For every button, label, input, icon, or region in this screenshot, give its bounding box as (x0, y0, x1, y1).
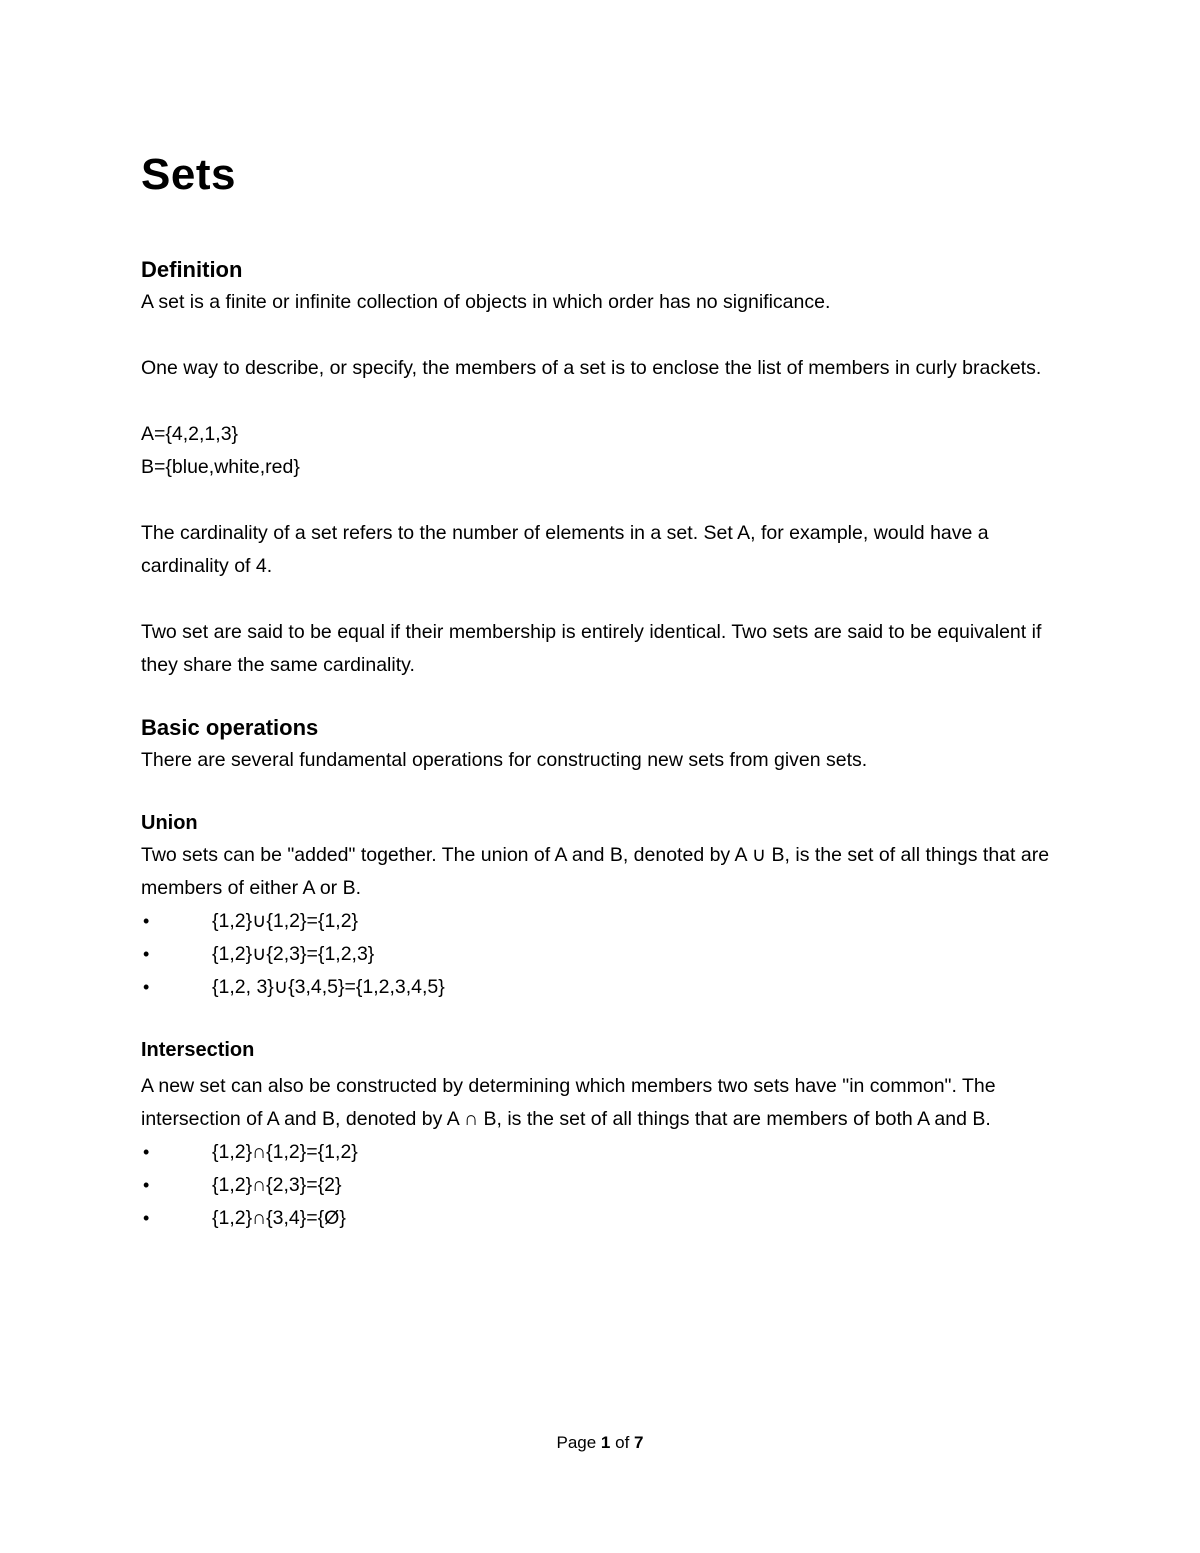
definition-paragraph: A set is a finite or infinite collection of objects in which order has no significance. (141, 291, 831, 313)
example-set-b: B={blue,white,red} (141, 456, 300, 478)
bullet-icon: • (143, 911, 150, 931)
list-item: • {1,2}∩{2,3}={2} (141, 1169, 1061, 1202)
definition-heading: Definition (141, 257, 243, 282)
list-item: • {1,2}∪{1,2}={1,2} (141, 905, 1061, 938)
page-title: Sets (141, 150, 236, 199)
total-page-count: 7 (634, 1433, 644, 1452)
current-page-number: 1 (600, 1433, 611, 1452)
list-item: • {1,2}∩{3,4}={Ø} (141, 1202, 1061, 1235)
union-examples-list (141, 905, 1061, 1004)
cardinality-paragraph: The cardinality of a set refers to the number of elements in a set. Set A, for example, would have a cardinality of 4. (141, 522, 989, 577)
of-word: of (615, 1433, 630, 1452)
page-footer (0, 1430, 1200, 1456)
bullet-icon: • (143, 1142, 150, 1162)
intersection-heading: Intersection (141, 1039, 255, 1061)
curly-brackets-paragraph: One way to describe, or specify, the members of a set is to enclose the list of members in curly brackets. (141, 357, 1042, 379)
basic-operations-intro: There are several fundamental operations for constructing new sets from given sets. (141, 749, 868, 771)
intersection-examples-list (141, 1136, 1061, 1235)
bullet-icon: • (143, 977, 150, 997)
basic-operations-heading: Basic operations (141, 715, 319, 740)
list-item: • {1,2}∩{1,2}={1,2} (141, 1136, 1061, 1169)
list-item: • {1,2, 3}∪{3,4,5}={1,2,3,4,5} (141, 971, 1061, 1004)
list-item: • {1,2}∪{2,3}={1,2,3} (141, 938, 1061, 971)
bullet-icon: • (143, 1208, 150, 1228)
page-word: Page (556, 1433, 597, 1452)
bullet-icon: • (143, 944, 150, 964)
union-heading: Union (141, 812, 198, 834)
page-content (141, 148, 1061, 1235)
union-paragraph: Two sets can be "added" together. The union of A and B, denoted by A ∪ B, is the set of all things that are members of either A or B. (141, 844, 1050, 899)
example-set-a: A={4,2,1,3} (141, 423, 239, 445)
intersection-paragraph: A new set can also be constructed by determining which members two sets have "in common". The intersection of A and B, denoted by A ∩ B, is the set of all things that are members of both A and B. (141, 1075, 996, 1130)
equality-paragraph: Two set are said to be equal if their membership is entirely identical. Two sets are said to be equivalent if they share the same cardinality. (141, 621, 1042, 676)
bullet-icon: • (143, 1175, 150, 1195)
